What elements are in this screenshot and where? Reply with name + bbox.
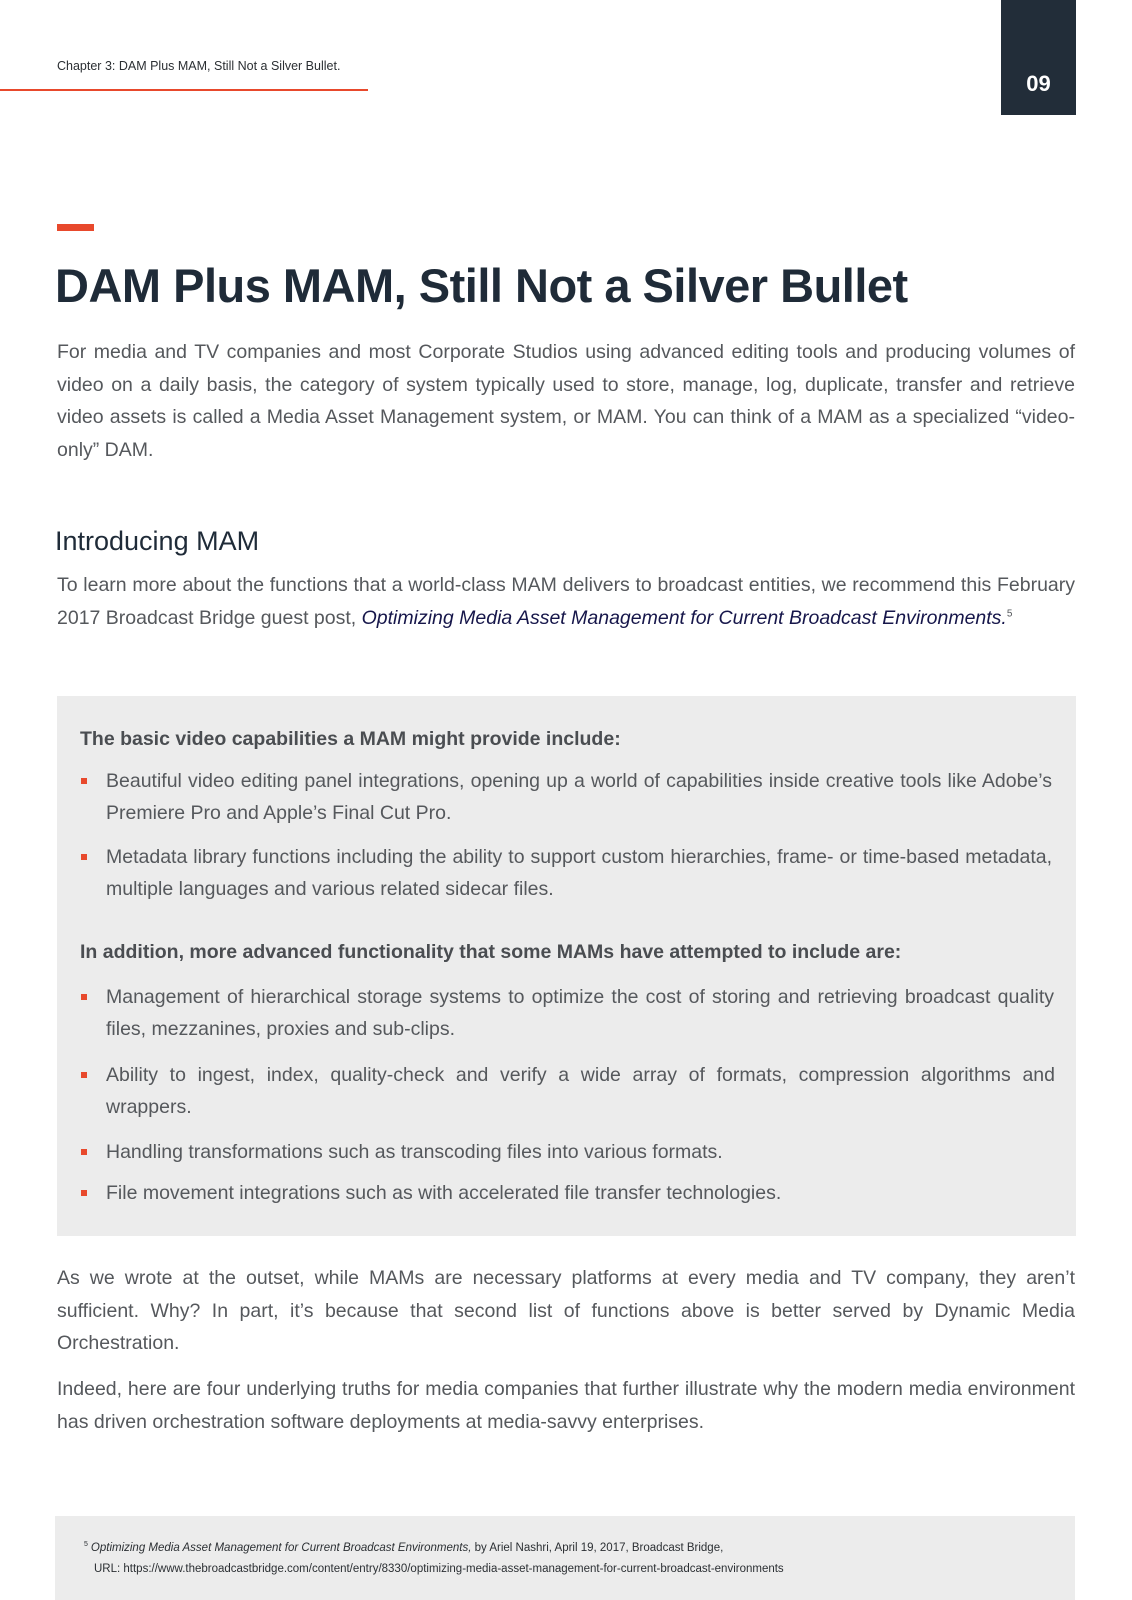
- footnote-details: by Ariel Nashri, April 19, 2017, Broadcast Bridge,: [471, 1541, 724, 1554]
- list-item: Management of hierarchical storage systems to optimize the cost of storing and retrieving broadcast quality files, mezzanines, proxies and sub-clips.: [106, 981, 1054, 1045]
- advanced-capabilities-heading: In addition, more advanced functionality that some MAMs have attempted to include are:: [80, 941, 902, 963]
- body-paragraph: Indeed, here are four underlying truths for media companies that further illustrate why the modern media environment has driven orchestration software deployments at media-savvy enterprises.: [57, 1378, 1075, 1433]
- section-paragraph: [57, 569, 1075, 634]
- section-text: To learn more about the functions that a world-class MAM delivers to broadcast entities, we recommend this February 2017 Broadcast Bridge guest post,: [57, 574, 1075, 629]
- footnote-url[interactable]: URL: https://www.thebroadcastbridge.com/content/entry/8330/optimizing-media-asset-management-for-current-broadcast-environments: [94, 1563, 784, 1575]
- chapter-header: Chapter 3: DAM Plus MAM, Still Not a Silver Bullet.: [57, 59, 341, 73]
- page-number-tab: [1001, 0, 1076, 115]
- page-number: 09: [1026, 71, 1051, 96]
- footnote-reference[interactable]: 5: [1006, 608, 1013, 619]
- page-title: DAM Plus MAM, Still Not a Silver Bullet: [55, 259, 908, 312]
- list-item: Metadata library functions including the ability to support custom hierarchies, frame- or time-based metadata, multiple languages and various related sidecar files.: [106, 841, 1052, 905]
- basic-capabilities-heading: The basic video capabilities a MAM might provide include:: [80, 728, 621, 750]
- footnote-title: Optimizing Media Asset Management for Current Broadcast Environments,: [90, 1541, 472, 1554]
- article-link[interactable]: Optimizing Media Asset Management for Current Broadcast Environments.: [361, 606, 1007, 629]
- list-item: Ability to ingest, index, quality-check and verify a wide array of formats, compression algorithms and wrappers.: [106, 1059, 1055, 1123]
- accent-dash: [57, 224, 94, 231]
- list-item: Beautiful video editing panel integrations, opening up a world of capabilities inside creative tools like Adobe’s Premiere Pro and Apple’s Final Cut Pro.: [106, 765, 1052, 829]
- footnote-number: 5: [84, 1541, 88, 1548]
- list-item: Handling transformations such as transcoding files into various formats.: [106, 1136, 1052, 1168]
- list-item: File movement integrations such as with accelerated file transfer technologies.: [106, 1177, 1052, 1209]
- section-title: Introducing MAM: [55, 526, 260, 556]
- body-paragraph: As we wrote at the outset, while MAMs are necessary platforms at every media and TV company, they aren’t sufficient. Why? In part, it’s because that second list of functions above is better served by Dynamic Media Orchestration.: [57, 1267, 1075, 1354]
- intro-paragraph: For media and TV companies and most Corporate Studios using advanced editing tools and producing volumes of video on a daily basis, the category of system typically used to store, manage, log, duplicate, transfer and retrieve video assets is called a Media Asset Management system, or MAM. You can think of a MAM as a specialized “video-only” DAM.: [57, 341, 1075, 461]
- header-rule: [0, 89, 368, 91]
- footnote-box: [55, 1516, 1075, 1600]
- footnote-citation: [84, 1541, 723, 1554]
